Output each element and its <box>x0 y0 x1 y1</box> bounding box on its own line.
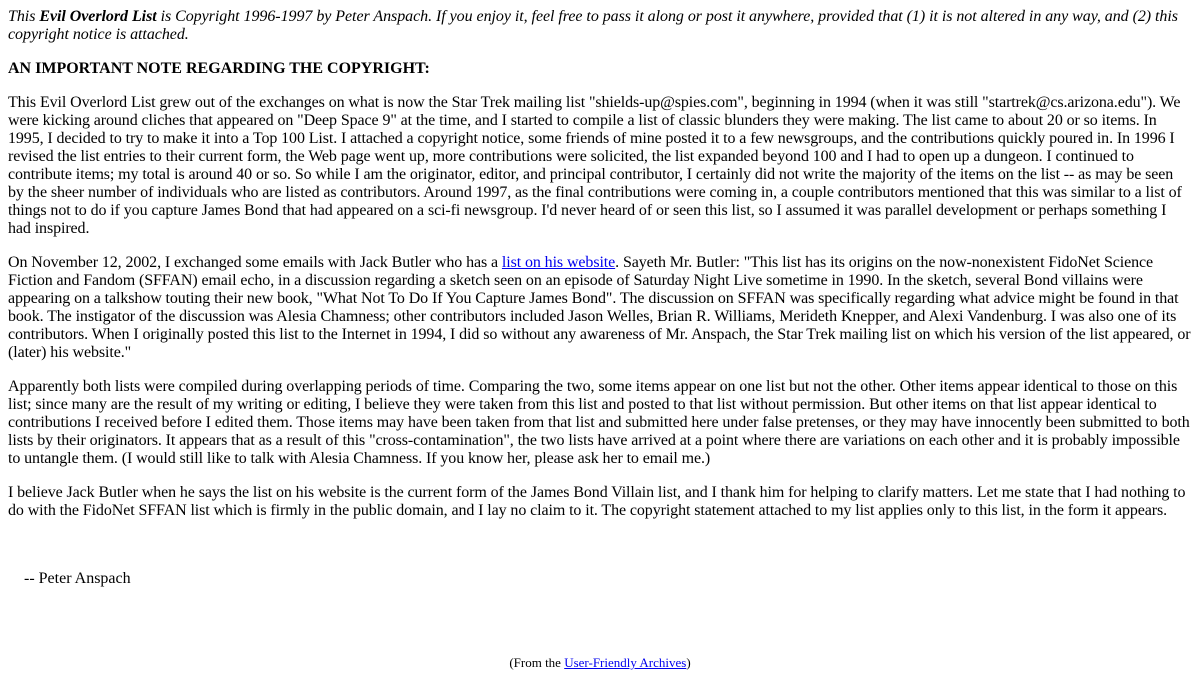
user-friendly-archives-link[interactable]: User-Friendly Archives <box>564 655 687 670</box>
list-title: Evil Overlord List <box>39 8 157 25</box>
footer-suffix: ) <box>686 655 691 670</box>
paragraph-jack-butler-start: On November 12, 2002, I exchanged some emails with Jack Butler who has a <box>8 254 502 271</box>
paragraph-origin: This Evil Overlord List grew out of the exchanges on what is now the Star Trek mailing list "shields-up@spies.com", beginning in 1994 (when it was still "startrek@cs.arizona.edu"). We were kicking around cliches that appeared on "Deep Space 9" at the time, and I started to compile a list of classic blunders they were making. The list came to about 20 or so items. In 1995, I decided to try to make it into a Top 100 List. I attached a copyright notice, some friends of mine posted it to a few newsgroups, and the contributions quickly poured in. In 1996 I revised the list entries to their current form, the Web page went up, more contributions were solicited, the list expanded beyond 100 and I had to open up a dungeon. I continued to contribute items; my total is around 40 or so. So while I am the originator, editor, and principal contributor, I certainly did not write the majority of the items on the list -- as may be seen by the sheer number of individuals who are listed as contributors. Around 1997, as the final contributions were coming in, a couple contributors mentioned that this was similar to a list of things not to do if you capture James Bond that had appeared on a sci-fi newsgroup. I'd never heard of or seen this list, so I assumed it was parallel development or perhaps something I had inspired. <box>8 94 1182 237</box>
copyright-intro <box>8 8 1192 44</box>
paragraph-conclusion: I believe Jack Butler when he says the list on his website is the current form of the James Bond Villain list, and I thank him for helping to clarify matters. Let me state that I had nothing to do with the FidoNet SFFAN list which is firmly in the public domain, and I lay no claim to it. The copyright statement attached to my list applies only to this list, in the form it appears. <box>8 484 1186 519</box>
footer-prefix: (From the <box>509 655 565 670</box>
paragraph-overlap: Apparently both lists were compiled during overlapping periods of time. Comparing the two, some items appear on one list but not the other. Other items appear identical to those on this list; since many are the result of my writing or editing, I believe they were taken from this list and posted to that list without permission. But other items on that list appear identical to contributions I received before I edited them. Those items may have been taken from that list and submitted here under false pretenses, or they may have innocently been submitted to both lists by their originators. It appears that as a result of this "cross-contamination", the two lists have arrived at a point where there are variations on each other and it is probably impossible to untangle them. (I would still like to talk with Alesia Chamness. If you know her, please ask her to email me.) <box>8 378 1190 467</box>
paragraph-jack-butler <box>8 254 1192 362</box>
footer <box>0 655 1200 671</box>
intro-prefix: This <box>8 8 40 25</box>
signature: -- Peter Anspach <box>24 570 131 587</box>
copyright-heading: AN IMPORTANT NOTE REGARDING THE COPYRIGHT: <box>8 60 430 77</box>
jack-butler-list-link[interactable]: list on his website <box>501 254 616 271</box>
signature-spacer <box>8 536 1192 570</box>
intro-rest: is Copyright 1996-1997 by Peter Anspach. If you enjoy it, feel free to pass it along or post it anywhere, provided that (1) it is not altered in any way, and (2) this copyright notice is attached. <box>8 8 1178 43</box>
paragraph-jack-butler-end: . Sayeth Mr. Butler: "This list has its origins on the now-nonexistent FidoNet Science Fiction and Fandom (SFFAN) email echo, in a discussion regarding a sketch seen on an episode of Saturday Night Live sometime in 1990. In the sketch, several Bond villains were appearing on a talkshow touting their new book, "What Not To Do If You Capture James Bond". The discussion on SFFAN was specifically regarding what advice might be found in that book. The instigator of the discussion was Alesia Chamness; other contributors included Jason Welles, Brian R. Williams, Merideth Knepper, and Alexi Vandenburg. I was also one of its contributors. When I originally posted this list to the Internet in 1994, I did so without any awareness of Mr. Anspach, the Star Trek mailing list on which his version of the list appeared, or (later) his website." <box>8 254 1191 361</box>
